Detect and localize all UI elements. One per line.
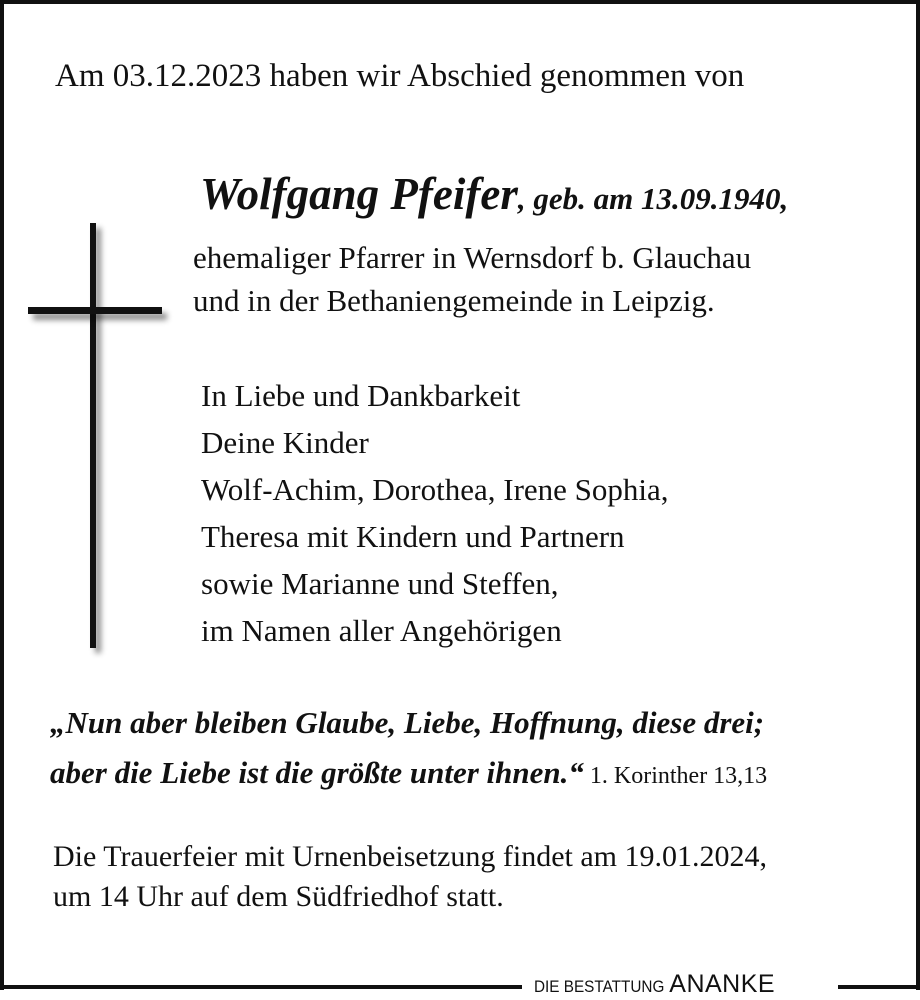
quote-text: aber die Liebe ist die größte unter ihnen.“	[50, 755, 584, 790]
funeral-info-line-2: um 14 Uhr auf dem Südfriedhof statt.	[53, 880, 504, 913]
border-bottom-left	[0, 985, 522, 989]
deceased-name: Wolfgang Pfeifer	[200, 169, 518, 219]
birth-date: , geb. am 13.09.1940,	[517, 181, 789, 216]
family-line: im Namen aller Angehörigen	[201, 613, 562, 648]
border-top	[0, 0, 920, 4]
name-line	[200, 168, 788, 220]
family-line: In Liebe und Dankbarkeit	[201, 378, 521, 413]
logo-name: ANANKE	[669, 970, 776, 998]
quote-line-2	[50, 755, 767, 791]
family-signature	[201, 372, 669, 654]
intro-text: Am 03.12.2023 haben wir Abschied genommen von	[55, 58, 745, 94]
family-line: Wolf-Achim, Dorothea, Irene Sophia,	[201, 472, 669, 507]
description-line-2: und in der Bethaniengemeinde in Leipzig.	[193, 283, 715, 318]
border-bottom-right	[838, 985, 920, 989]
family-line: sowie Marianne und Steffen,	[201, 566, 559, 601]
family-line: Deine Kinder	[201, 425, 369, 460]
family-line: Theresa mit Kindern und Partnern	[201, 519, 625, 554]
funeral-info-line-1: Die Trauerfeier mit Urnenbeisetzung findet am 19.01.2024,	[53, 840, 767, 873]
description-line-1: ehemaliger Pfarrer in Wernsdorf b. Glauchau	[193, 240, 752, 275]
border-right	[916, 0, 920, 990]
cross-horizontal-beam	[28, 307, 162, 314]
border-left	[0, 0, 4, 990]
quote-line-1: „Nun aber bleiben Glaube, Liebe, Hoffnung, diese drei;	[50, 705, 765, 740]
cross-vertical-beam	[90, 223, 96, 648]
logo-prefix: DIE BESTATTUNG	[534, 977, 665, 996]
funeral-home-logo	[534, 970, 775, 999]
quote-reference: 1. Korinther 13,13	[583, 763, 768, 789]
